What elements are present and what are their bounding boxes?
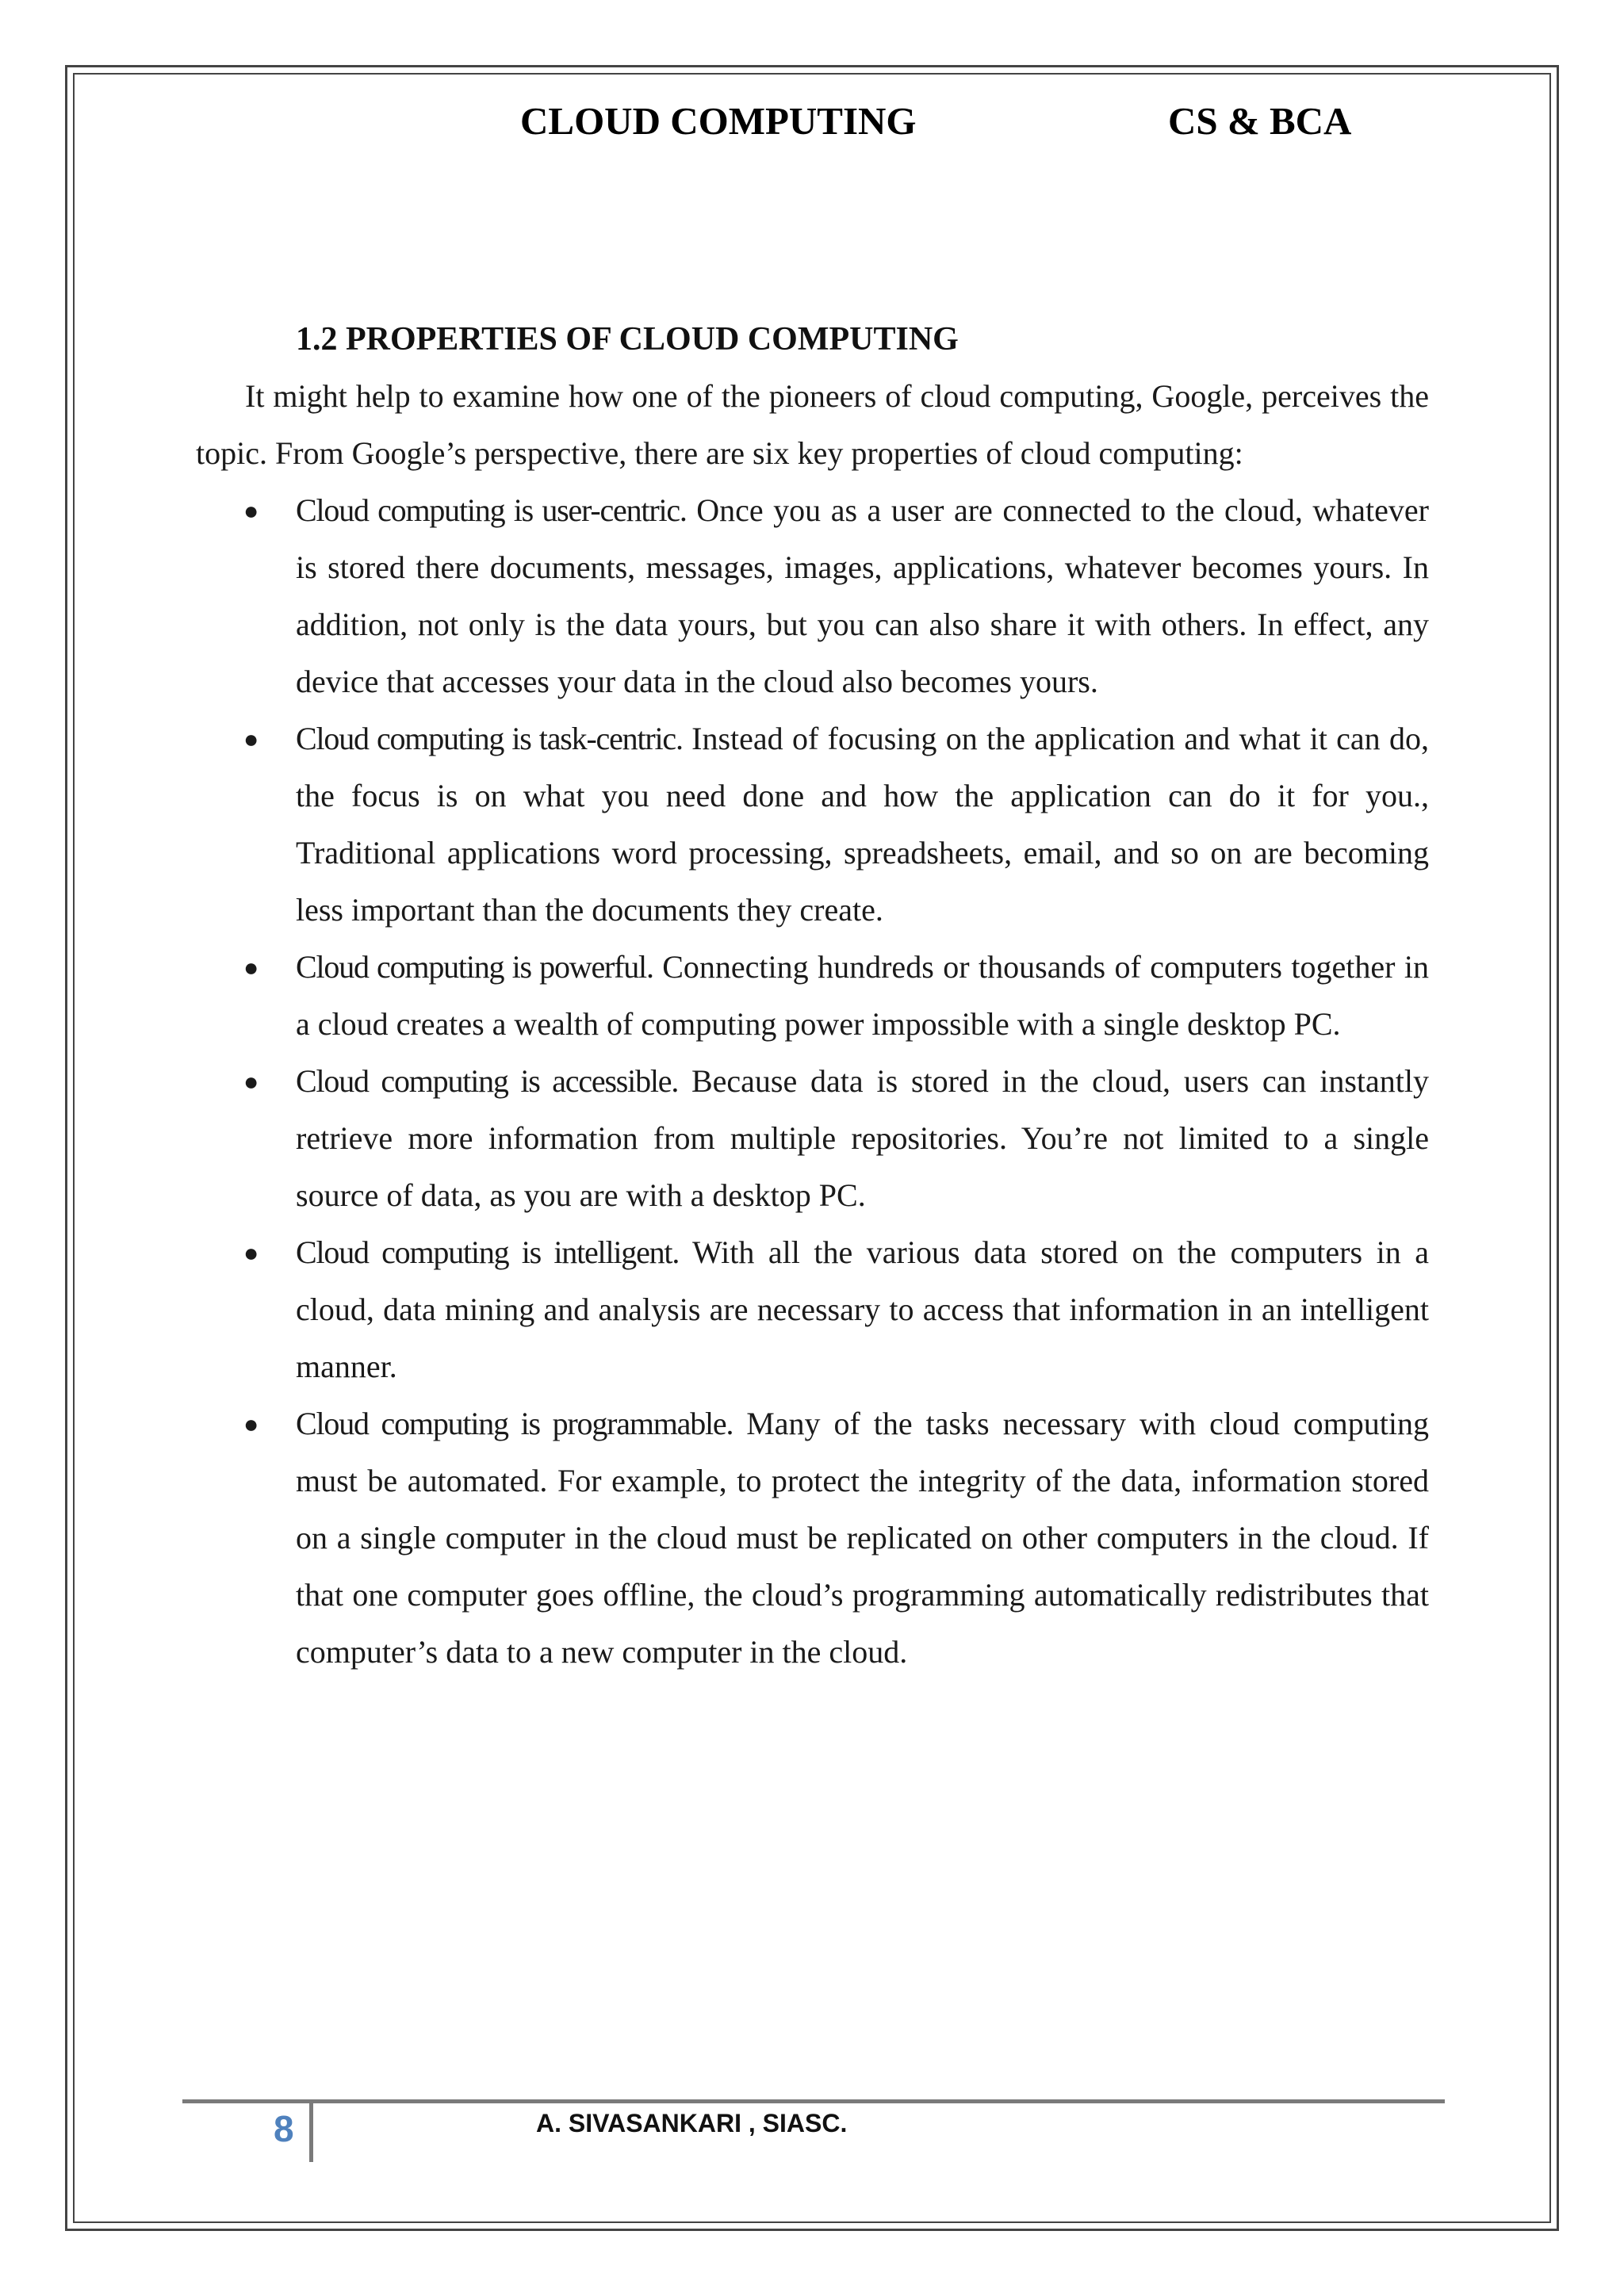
list-item [196,482,1429,710]
header-department: CS & BCA [1168,99,1352,143]
property-lead: Cloud computing is user-centric. [296,492,687,528]
bullet-icon: ● [243,1238,259,1267]
property-text: With all the various data stored on the computers in a cloud, data mining and analysis are necessary to access that information in an intelligent manner. [296,1234,1429,1384]
footer-author: A. SIVASANKARI , SIASC. [536,2109,848,2137]
property-lead: Cloud computing is task-centric. [296,721,683,756]
intro-paragraph: It might help to examine how one of the pioneers of cloud computing, Google, perceives the topic. From Google’s perspective, there are six key properties of cloud computing: [196,378,1429,471]
list-item [196,1395,1429,1681]
list-item [196,1224,1429,1395]
footer-divider [309,2103,313,2162]
bullet-icon: ● [243,496,259,525]
list-item [196,939,1429,1053]
header-title: CLOUD COMPUTING [520,99,917,143]
main-content [196,311,1429,1681]
property-text: Connecting hundreds or thousands of computers together in a cloud creates a wealth of computing power impossible with a single desktop PC. [296,949,1429,1042]
bullet-icon: ● [243,725,259,753]
property-text: Because data is stored in the cloud, users can instantly retrieve more information from multiple repositories. You’re not limited to a single source of data, as you are with a desktop PC. [296,1063,1429,1213]
page-header [0,94,1624,149]
footer-rule [182,2099,1445,2103]
property-lead: Cloud computing is programmable. [296,1406,733,1441]
property-text: Instead of focusing on the application and what it can do, the focus is on what you need done and how the application can do it for you., Traditional applications word processing, spreadsheets, email, and so on are becoming less important than the documents they create. [296,721,1430,928]
property-text: Many of the tasks necessary with cloud computing must be automated. For example, to protect the integrity of the data, information stored on a single computer in the cloud must be replicated on other computers in the cloud. If that one computer goes offline, the cloud’s programming automatically redistributes that computer’s data to a new computer in the cloud. [296,1406,1429,1670]
property-lead: Cloud computing is intelligent. [296,1234,680,1270]
bullet-icon: ● [243,953,259,982]
property-lead: Cloud computing is accessible. [296,1063,679,1099]
list-item [196,1053,1429,1224]
section-title: 1.2 PROPERTIES OF CLOUD COMPUTING [296,321,959,358]
list-item [196,710,1429,939]
bullet-icon: ● [243,1410,259,1438]
bullet-icon: ● [243,1067,259,1096]
properties-list [196,482,1429,1681]
property-lead: Cloud computing is powerful. [296,949,653,985]
page-number: 8 [274,2108,294,2149]
property-text: Once you as a user are connected to the cloud, whatever is stored there documents, messages, images, applications, whatever becomes yours. In addition, not only is the data yours, but you can also share it with others. In effect, any device that accesses your data in the cloud also becomes yours. [296,492,1429,699]
